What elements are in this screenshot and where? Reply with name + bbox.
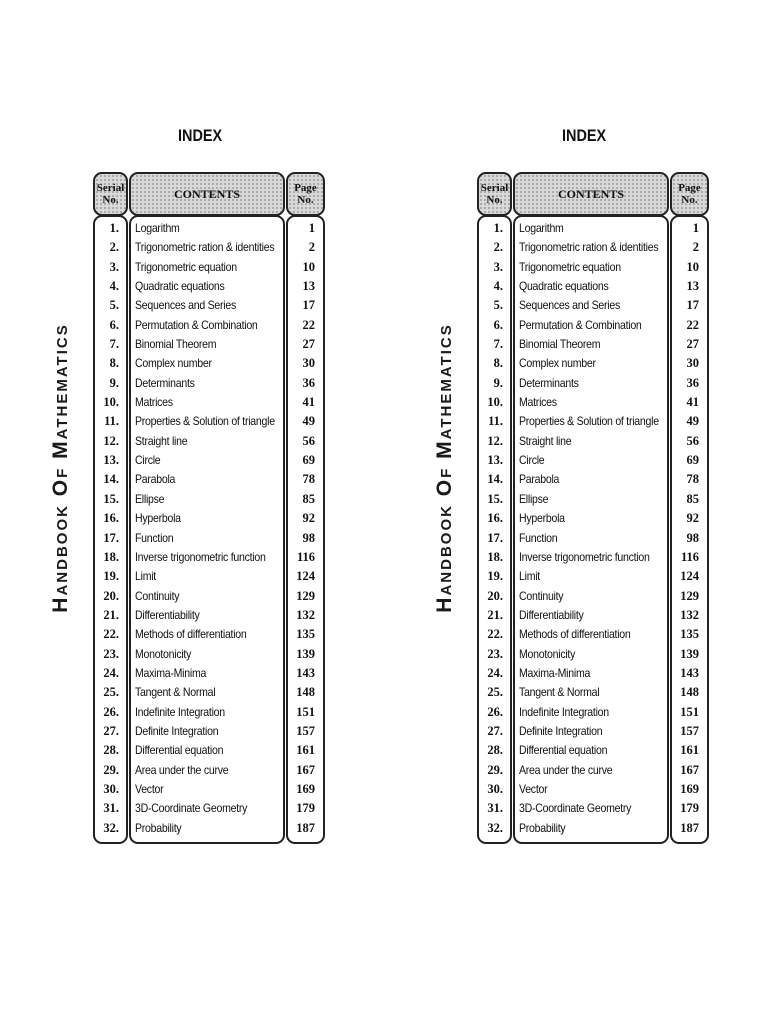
- page-number: 78: [302, 472, 315, 487]
- topic-name: Binomial Theorem: [135, 337, 217, 352]
- topic-name: Matrices: [519, 395, 557, 410]
- topic-name: Area under the curve: [519, 762, 613, 777]
- topic-name: Hyperbola: [135, 511, 181, 526]
- serial-number: 18.: [103, 549, 119, 564]
- table-row: [477, 432, 709, 451]
- serial-number: 24.: [103, 665, 119, 680]
- table-row: [477, 819, 709, 838]
- page-number: 139: [680, 646, 699, 661]
- page-number: 92: [686, 511, 699, 526]
- page-number: 187: [680, 820, 699, 835]
- page-number: 116: [296, 549, 315, 564]
- serial-number: 11.: [104, 414, 119, 429]
- topic-name: Quadratic equations: [519, 279, 609, 294]
- topic-name: 3D-Coordinate Geometry: [519, 801, 632, 816]
- topic-name: Sequences and Series: [519, 298, 620, 313]
- serial-header-line2: No.: [102, 194, 119, 206]
- topic-name: Properties & Solution of triangle: [519, 414, 659, 429]
- page-number: 161: [680, 743, 699, 758]
- table-row: [93, 316, 325, 335]
- page-number: 85: [302, 491, 315, 506]
- table-row: [477, 567, 709, 586]
- table-row: [477, 490, 709, 509]
- page-number: 157: [296, 723, 315, 738]
- table-row: [477, 296, 709, 315]
- table-row: [477, 606, 709, 625]
- page-number: 56: [302, 433, 315, 448]
- page-no-header: [670, 172, 709, 216]
- table-row: [477, 703, 709, 722]
- serial-number: 21.: [103, 607, 119, 622]
- serial-number: 21.: [487, 607, 503, 622]
- serial-number: 10.: [103, 395, 119, 410]
- table-row: [477, 238, 709, 257]
- serial-number: 25.: [487, 685, 503, 700]
- topic-name: Limit: [135, 569, 156, 584]
- table-row: [93, 741, 325, 760]
- topic-name: 3D-Coordinate Geometry: [135, 801, 248, 816]
- serial-number: 17.: [487, 530, 503, 545]
- table-row: [93, 490, 325, 509]
- page-number: 98: [302, 530, 315, 545]
- page-number: 157: [680, 723, 699, 738]
- table-row: [477, 470, 709, 489]
- table-row: [477, 664, 709, 683]
- topic-name: Straight line: [519, 433, 572, 448]
- topic-name: Tangent & Normal: [519, 685, 600, 700]
- serial-number: 6.: [109, 317, 119, 332]
- topic-name: Trigonometric ration & identities: [519, 240, 659, 255]
- page-header-line1: Page: [294, 182, 317, 194]
- page-header-line2: No.: [681, 194, 698, 206]
- serial-number: 30.: [487, 781, 503, 796]
- page-header-line2: No.: [297, 194, 314, 206]
- serial-number: 31.: [487, 801, 503, 816]
- serial-number: 5.: [109, 298, 119, 313]
- serial-number: 6.: [493, 317, 503, 332]
- page-number: 17: [302, 298, 315, 313]
- topic-name: Determinants: [135, 375, 195, 390]
- serial-number: 4.: [493, 279, 503, 294]
- topic-name: Trigonometric ration & identities: [135, 240, 275, 255]
- table-row: [93, 683, 325, 702]
- page-number: 135: [680, 627, 699, 642]
- page-number: 30: [302, 356, 315, 371]
- page-number: 151: [680, 704, 699, 719]
- serial-number: 19.: [103, 569, 119, 584]
- table-row: [93, 296, 325, 315]
- index-page-right: [384, 0, 768, 1024]
- table-row: [93, 393, 325, 412]
- table-row: [93, 374, 325, 393]
- topic-name: Parabola: [135, 472, 176, 487]
- page-number: 124: [296, 569, 315, 584]
- topic-name: Differential equation: [519, 743, 608, 758]
- serial-number: 22.: [103, 627, 119, 642]
- serial-number: 19.: [487, 569, 503, 584]
- page-number: 36: [302, 375, 315, 390]
- table-row: [477, 799, 709, 818]
- serial-number: 16.: [487, 511, 503, 526]
- serial-number: 2.: [109, 240, 119, 255]
- table-row: [477, 509, 709, 528]
- page-number: 10: [686, 259, 699, 274]
- table-row: [477, 761, 709, 780]
- topic-name: Tangent & Normal: [135, 685, 216, 700]
- topic-name: Monotonicity: [135, 646, 192, 661]
- contents-header: CONTENTS: [513, 172, 669, 216]
- page-number: 13: [686, 279, 699, 294]
- topic-name: Properties & Solution of triangle: [135, 414, 275, 429]
- page-number: 169: [296, 781, 315, 796]
- topic-name: Differential equation: [135, 743, 224, 758]
- serial-number: 27.: [103, 723, 119, 738]
- table-row: [477, 645, 709, 664]
- table-row: [477, 335, 709, 354]
- page-number: 1: [692, 221, 699, 235]
- serial-number: 4.: [109, 279, 119, 294]
- page-number: 167: [680, 762, 699, 777]
- serial-number: 25.: [103, 685, 119, 700]
- topic-name: Trigonometric equation: [135, 259, 237, 274]
- serial-header-line1: Serial: [96, 182, 125, 194]
- serial-number: 23.: [487, 646, 503, 661]
- serial-number: 23.: [103, 646, 119, 661]
- serial-number: 3.: [109, 259, 119, 274]
- table-row: [477, 780, 709, 799]
- topic-name: Logarithm: [135, 221, 180, 235]
- index-heading: INDEX: [178, 126, 223, 145]
- topic-name: Sequences and Series: [135, 298, 236, 313]
- page-number: 27: [686, 337, 699, 352]
- topic-name: Continuity: [519, 588, 564, 603]
- serial-number: 20.: [487, 588, 503, 603]
- serial-number: 15.: [487, 491, 503, 506]
- topic-name: Limit: [519, 569, 540, 584]
- table-row: [93, 819, 325, 838]
- table-row: [477, 277, 709, 296]
- topic-name: Maxima-Minima: [135, 665, 207, 680]
- table-row: [477, 258, 709, 277]
- table-row: [93, 219, 325, 238]
- topic-name: Monotonicity: [519, 646, 576, 661]
- book-title-vertical: Handbook Of Mathematics: [49, 323, 72, 613]
- serial-number: 26.: [103, 704, 119, 719]
- page-no-header: [286, 172, 325, 216]
- index-heading: INDEX: [562, 126, 607, 145]
- serial-no-header: [93, 172, 128, 216]
- page-number: 179: [296, 801, 315, 816]
- topic-name: Differentiability: [519, 607, 584, 622]
- page-number: 124: [680, 569, 699, 584]
- table-row: [93, 412, 325, 431]
- topic-name: Area under the curve: [135, 762, 229, 777]
- serial-number: 31.: [103, 801, 119, 816]
- table-row: [93, 529, 325, 548]
- table-row: [93, 567, 325, 586]
- page-number: 22: [302, 317, 315, 332]
- serial-number: 16.: [103, 511, 119, 526]
- table-row: [93, 451, 325, 470]
- page-number: 2: [308, 240, 315, 255]
- topic-name: Inverse trigonometric function: [135, 549, 266, 564]
- table-row: [477, 393, 709, 412]
- topic-name: Probability: [135, 820, 182, 835]
- table-row: [93, 470, 325, 489]
- serial-number: 10.: [487, 395, 503, 410]
- serial-number: 9.: [109, 375, 119, 390]
- table-row: [93, 606, 325, 625]
- topic-name: Logarithm: [519, 221, 564, 235]
- page-number: 129: [680, 588, 699, 603]
- topic-name: Parabola: [519, 472, 560, 487]
- table-row: [93, 722, 325, 741]
- topic-name: Permutation & Combination: [519, 317, 642, 332]
- table-row: [93, 799, 325, 818]
- serial-number: 12.: [487, 433, 503, 448]
- page-number: 27: [302, 337, 315, 352]
- table-row: [477, 412, 709, 431]
- table-row: [93, 664, 325, 683]
- topic-name: Straight line: [135, 433, 188, 448]
- topic-name: Trigonometric equation: [519, 259, 621, 274]
- page-number: 78: [686, 472, 699, 487]
- page-number: 167: [296, 762, 315, 777]
- topic-name: Methods of differentiation: [135, 627, 247, 642]
- page-number: 22: [686, 317, 699, 332]
- page-number: 179: [680, 801, 699, 816]
- serial-number: 30.: [103, 781, 119, 796]
- table-row: [93, 509, 325, 528]
- table-row: [93, 277, 325, 296]
- table-row: [93, 780, 325, 799]
- table-row: [477, 374, 709, 393]
- serial-number: 8.: [493, 356, 503, 371]
- serial-number: 9.: [493, 375, 503, 390]
- serial-number: 3.: [493, 259, 503, 274]
- page-number: 10: [302, 259, 315, 274]
- topic-name: Methods of differentiation: [519, 627, 631, 642]
- serial-number: 8.: [109, 356, 119, 371]
- page-number: 49: [302, 414, 315, 429]
- topic-name: Definite Integration: [519, 723, 603, 738]
- topic-name: Indefinite Integration: [135, 704, 225, 719]
- table-row: [93, 587, 325, 606]
- topic-name: Function: [135, 530, 174, 545]
- table-row: [93, 548, 325, 567]
- book-title-vertical: Handbook Of Mathematics: [433, 323, 456, 613]
- topic-name: Quadratic equations: [135, 279, 225, 294]
- topic-name: Complex number: [519, 356, 596, 371]
- page-number: 92: [302, 511, 315, 526]
- topic-name: Indefinite Integration: [519, 704, 609, 719]
- topic-name: Probability: [519, 820, 566, 835]
- contents-header: CONTENTS: [129, 172, 285, 216]
- topic-name: Circle: [519, 453, 545, 468]
- page-number: 98: [686, 530, 699, 545]
- serial-number: 32.: [487, 820, 503, 835]
- serial-number: 14.: [487, 472, 503, 487]
- serial-number: 1.: [109, 221, 119, 235]
- table-row: [93, 625, 325, 644]
- page-number: 135: [296, 627, 315, 642]
- topic-name: Complex number: [135, 356, 212, 371]
- topic-name: Permutation & Combination: [135, 317, 258, 332]
- topic-name: Determinants: [519, 375, 579, 390]
- serial-number: 26.: [487, 704, 503, 719]
- page-number: 116: [680, 549, 699, 564]
- serial-number: 32.: [103, 820, 119, 835]
- topic-name: Circle: [135, 453, 161, 468]
- serial-number: 24.: [487, 665, 503, 680]
- serial-number: 2.: [493, 240, 503, 255]
- page-number: 2: [692, 240, 699, 255]
- table-row: [477, 316, 709, 335]
- page-number: 129: [296, 588, 315, 603]
- page-number: 56: [686, 433, 699, 448]
- page-number: 148: [296, 685, 315, 700]
- topic-name: Definite Integration: [135, 723, 219, 738]
- page-number: 85: [686, 491, 699, 506]
- table-row: [477, 741, 709, 760]
- serial-number: 13.: [103, 453, 119, 468]
- page-number: 49: [686, 414, 699, 429]
- table-row: [477, 219, 709, 238]
- table-row: [477, 354, 709, 373]
- table-row: [93, 761, 325, 780]
- serial-number: 28.: [103, 743, 119, 758]
- page-number: 143: [680, 665, 699, 680]
- topic-name: Ellipse: [135, 491, 165, 506]
- serial-number: 11.: [488, 414, 503, 429]
- topic-name: Ellipse: [519, 491, 549, 506]
- serial-number: 5.: [493, 298, 503, 313]
- table-row: [93, 432, 325, 451]
- index-table-rows: [93, 219, 325, 838]
- serial-number: 18.: [487, 549, 503, 564]
- table-row: [93, 354, 325, 373]
- page-number: 30: [686, 356, 699, 371]
- page-number: 143: [296, 665, 315, 680]
- serial-number: 17.: [103, 530, 119, 545]
- topic-name: Matrices: [135, 395, 173, 410]
- page-number: 161: [296, 743, 315, 758]
- page-number: 169: [680, 781, 699, 796]
- table-row: [477, 587, 709, 606]
- page-number: 1: [308, 221, 315, 235]
- page-number: 132: [680, 607, 699, 622]
- serial-number: 7.: [109, 337, 119, 352]
- page-number: 69: [686, 453, 699, 468]
- table-row: [477, 529, 709, 548]
- table-row: [477, 683, 709, 702]
- topic-name: Continuity: [135, 588, 180, 603]
- serial-number: 27.: [487, 723, 503, 738]
- serial-number: 13.: [487, 453, 503, 468]
- page-number: 41: [302, 395, 315, 410]
- serial-number: 22.: [487, 627, 503, 642]
- page-header-line1: Page: [678, 182, 701, 194]
- serial-header-line1: Serial: [480, 182, 509, 194]
- page-number: 13: [302, 279, 315, 294]
- serial-no-header: [477, 172, 512, 216]
- serial-number: 14.: [103, 472, 119, 487]
- topic-name: Maxima-Minima: [519, 665, 591, 680]
- serial-header-line2: No.: [486, 194, 503, 206]
- serial-number: 20.: [103, 588, 119, 603]
- table-row: [477, 722, 709, 741]
- page-number: 36: [686, 375, 699, 390]
- table-row: [477, 451, 709, 470]
- serial-number: 29.: [487, 762, 503, 777]
- table-row: [93, 335, 325, 354]
- serial-number: 15.: [103, 491, 119, 506]
- topic-name: Vector: [135, 781, 164, 796]
- page-number: 69: [302, 453, 315, 468]
- serial-number: 12.: [103, 433, 119, 448]
- serial-number: 7.: [493, 337, 503, 352]
- topic-name: Function: [519, 530, 558, 545]
- serial-number: 1.: [493, 221, 503, 235]
- page-number: 17: [686, 298, 699, 313]
- table-row: [93, 645, 325, 664]
- serial-number: 28.: [487, 743, 503, 758]
- table-row: [93, 703, 325, 722]
- page-number: 132: [296, 607, 315, 622]
- table-row: [477, 625, 709, 644]
- serial-number: 29.: [103, 762, 119, 777]
- topic-name: Differentiability: [135, 607, 200, 622]
- table-row: [93, 258, 325, 277]
- table-row: [93, 238, 325, 257]
- page-number: 148: [680, 685, 699, 700]
- index-table-rows: [477, 219, 709, 838]
- page-number: 151: [296, 704, 315, 719]
- topic-name: Binomial Theorem: [519, 337, 601, 352]
- table-row: [477, 548, 709, 567]
- page-number: 41: [686, 395, 699, 410]
- topic-name: Hyperbola: [519, 511, 565, 526]
- topic-name: Vector: [519, 781, 548, 796]
- page-number: 187: [296, 820, 315, 835]
- page-number: 139: [296, 646, 315, 661]
- topic-name: Inverse trigonometric function: [519, 549, 650, 564]
